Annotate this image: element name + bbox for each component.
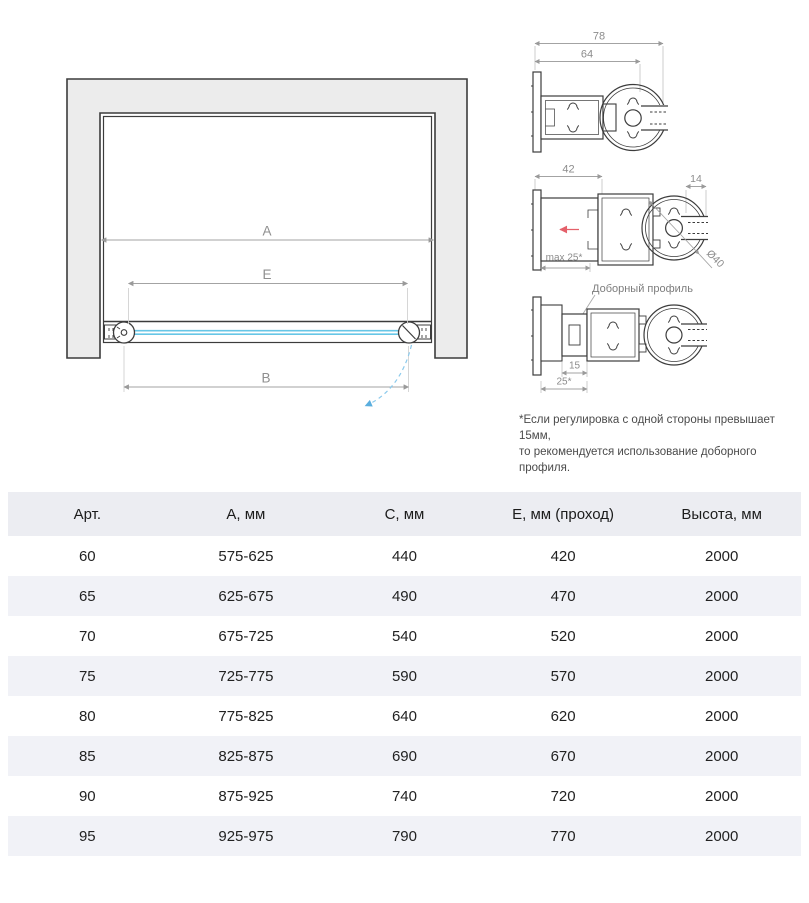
cell-a: 625-675	[218, 587, 274, 605]
door-swing-arc	[366, 345, 412, 406]
footnote	[519, 412, 809, 476]
cell-height: 2000	[704, 787, 739, 805]
cell-c: 640	[391, 707, 417, 725]
cell-a: 925-975	[218, 827, 274, 845]
cell-art: 95	[78, 827, 96, 845]
dim-42-label: 42	[562, 163, 575, 176]
cell-e: 620	[550, 707, 576, 725]
table-row	[8, 696, 801, 736]
dim-14-label: 14	[690, 173, 702, 185]
cell-height: 2000	[704, 547, 739, 565]
cell-c: 740	[391, 787, 417, 805]
cell-c: 540	[391, 627, 417, 645]
table-row	[8, 536, 801, 576]
cell-e: 520	[550, 627, 576, 645]
cell-height: 2000	[704, 667, 739, 685]
cell-height: 2000	[704, 747, 739, 765]
dim-64-label: 64	[580, 48, 594, 61]
profile-section-1	[531, 31, 671, 153]
cell-a: 575-625	[218, 547, 274, 565]
wall-section	[67, 79, 467, 358]
cell-height: 2000	[704, 587, 739, 605]
cell-art: 75	[78, 667, 96, 685]
dimension-b	[124, 346, 409, 392]
cell-art: 60	[78, 547, 96, 565]
cell-e: 570	[550, 667, 576, 685]
cell-c: 590	[391, 667, 417, 685]
dimension-e	[129, 267, 408, 324]
dimension-a	[102, 224, 434, 241]
profile-sections-drawing	[500, 0, 809, 470]
profile-section-2	[531, 164, 727, 273]
column-header-c: С, мм	[384, 505, 425, 523]
table-header-row	[8, 492, 801, 536]
cell-a: 725-775	[218, 667, 274, 685]
dimension-25	[541, 377, 587, 390]
extension-profile-label: Доборный профиль	[592, 283, 693, 295]
dim-max25-label: max 25*	[545, 252, 583, 264]
cell-height: 2000	[704, 827, 739, 845]
cell-art: 70	[78, 627, 96, 645]
cell-a: 875-925	[218, 787, 274, 805]
cell-e: 420	[550, 547, 576, 565]
cell-e: 720	[550, 787, 576, 805]
footnote-line-1: *Если регулировка с одной стороны превышает 15мм,	[519, 414, 775, 442]
column-header-e: Е, мм (проход)	[512, 505, 614, 523]
table-row	[8, 576, 801, 616]
cell-a: 675-725	[218, 627, 274, 645]
cell-a: 775-825	[218, 707, 274, 725]
dim-d40-label: Ø40	[703, 247, 727, 271]
table-row	[8, 736, 801, 776]
spec-table	[8, 492, 801, 856]
cell-c: 690	[391, 747, 417, 765]
dim-15-label: 15	[568, 360, 581, 372]
cell-c: 490	[391, 587, 417, 605]
cell-height: 2000	[704, 627, 739, 645]
cell-height: 2000	[704, 707, 739, 725]
table-row	[8, 656, 801, 696]
cell-art: 80	[78, 707, 96, 725]
glass-panel	[135, 331, 399, 335]
cell-c: 790	[391, 827, 417, 845]
profile-section-3	[531, 283, 710, 393]
column-header-a: А, мм	[226, 505, 266, 523]
cell-art: 65	[78, 587, 96, 605]
cell-c: 440	[391, 547, 417, 565]
dim-78-label: 78	[592, 30, 606, 43]
column-header-art: Арт.	[73, 505, 101, 523]
hinge-right	[399, 322, 420, 343]
dimension-b-label: B	[261, 370, 271, 386]
table-row	[8, 616, 801, 656]
dim-25-label: 25*	[556, 376, 572, 388]
cell-a: 825-875	[218, 747, 274, 765]
table-row	[8, 816, 801, 856]
cell-art: 85	[78, 747, 96, 765]
dimension-a-label: A	[262, 223, 272, 239]
dimension-15	[562, 361, 587, 374]
cell-e: 670	[550, 747, 576, 765]
footnote-line-2: то рекомендуется использование доборного профиля.	[519, 446, 757, 474]
column-header-height: Высота, мм	[681, 505, 762, 523]
hinge-left	[114, 322, 135, 343]
table-row	[8, 776, 801, 816]
dimension-e-label: E	[262, 267, 272, 282]
plan-view-drawing	[0, 0, 500, 470]
cell-e: 470	[550, 587, 576, 605]
cell-e: 770	[550, 827, 576, 845]
cell-art: 90	[78, 787, 96, 805]
